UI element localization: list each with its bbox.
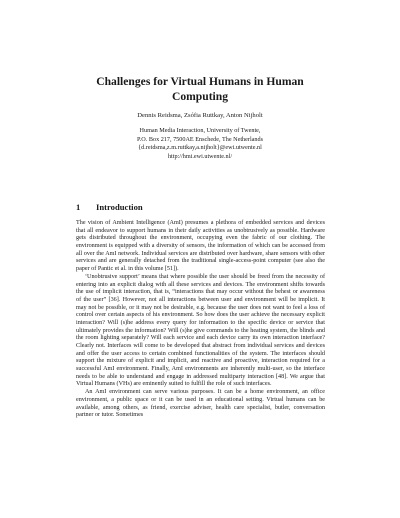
- title-line-1: Challenges for Virtual Humans in Human: [96, 75, 304, 88]
- affiliation-email: {d.reidsma,z.m.ruttkay,a.nijholt}@ewi.utwente.nl: [138, 144, 262, 151]
- paper-authors: Dennis Reidsma, Zsófia Ruttkay, Anton Nijholt: [137, 112, 263, 119]
- affiliation-line: Human Media Interaction, University of Twente,: [139, 127, 261, 134]
- paragraph: An AmI environment can serve various purposes. It can be a home environment, an office environment, a public space or it can be used in an educational setting. Virtual humans can be available, among others, as friend, exercise adviser, health care specialist, butler, conversation partner or tutor. Sometimes: [76, 389, 325, 419]
- paragraph: The vision of Ambient Intelligence (AmI) presumes a plethora of embedded services and devices that all endeavor to support humans in their daily activities as unobtrusively as possible. Hardware gets distributed throughout the environment, occupying even the fabric of our clothing. The environment is equipped with a diversity of sensors, the information of which can be accessed from all over the AmI network. Individual services are distributed over hardware, share sensors with other services and are generally detached from the traditional single-access-point computer (see also the paper of Pantic et al. in this volume [51]).: [76, 220, 325, 273]
- paper-title: [0, 74, 400, 104]
- affiliation-address: P.O. Box 217, 7500AE Enschede, The Netherlands: [136, 135, 264, 143]
- title-line-2: Computing: [171, 90, 229, 103]
- affiliation-url: http://hmi.ewi.utwente.nl/: [167, 152, 233, 160]
- affiliation-block: [0, 127, 400, 161]
- paragraph: ‘Unobtrusive support’ means that where possible the user should be freed from the necessity of entering into an explicit dialog with all these services and devices. The environment shifts towards the use of implicit interaction, that is, “interactions that may occur without the behest or awareness of the user” [36]. However, not all interactions between user and environment will be implicit. It may not be possible, or it may not be desirable, e.g. because the user does not want to feel a loss of control over certain aspects of his environment. So how does the user achieve the necessary explicit interaction? Will (s)he address every query for information to the specific device or service that ultimately provides the information? Will (s)he give commands to the heating system, the blinds and the room lighting separately? Will each service and each device carry its own interaction interface? Clearly not. Interfaces will come to be developed that abstract from individual services and devices and offer the user access to certain combined functionalities of the system. The interfaces should support the mixture of explicit and implicit, and reactive and proactive, interaction required for a successful AmI environment. Finally, AmI environments are inherently multi-user, so the interface needs to be able to understand and engage in addressed multiparty interaction [48]. We argue that Virtual Humans (VHs) are eminently suited to fulfill the role of such interfaces.: [76, 273, 325, 388]
- section-number: 1: [76, 202, 81, 212]
- section-heading: [76, 202, 336, 212]
- section-body: [76, 220, 325, 420]
- section-title: Introduction: [96, 202, 143, 212]
